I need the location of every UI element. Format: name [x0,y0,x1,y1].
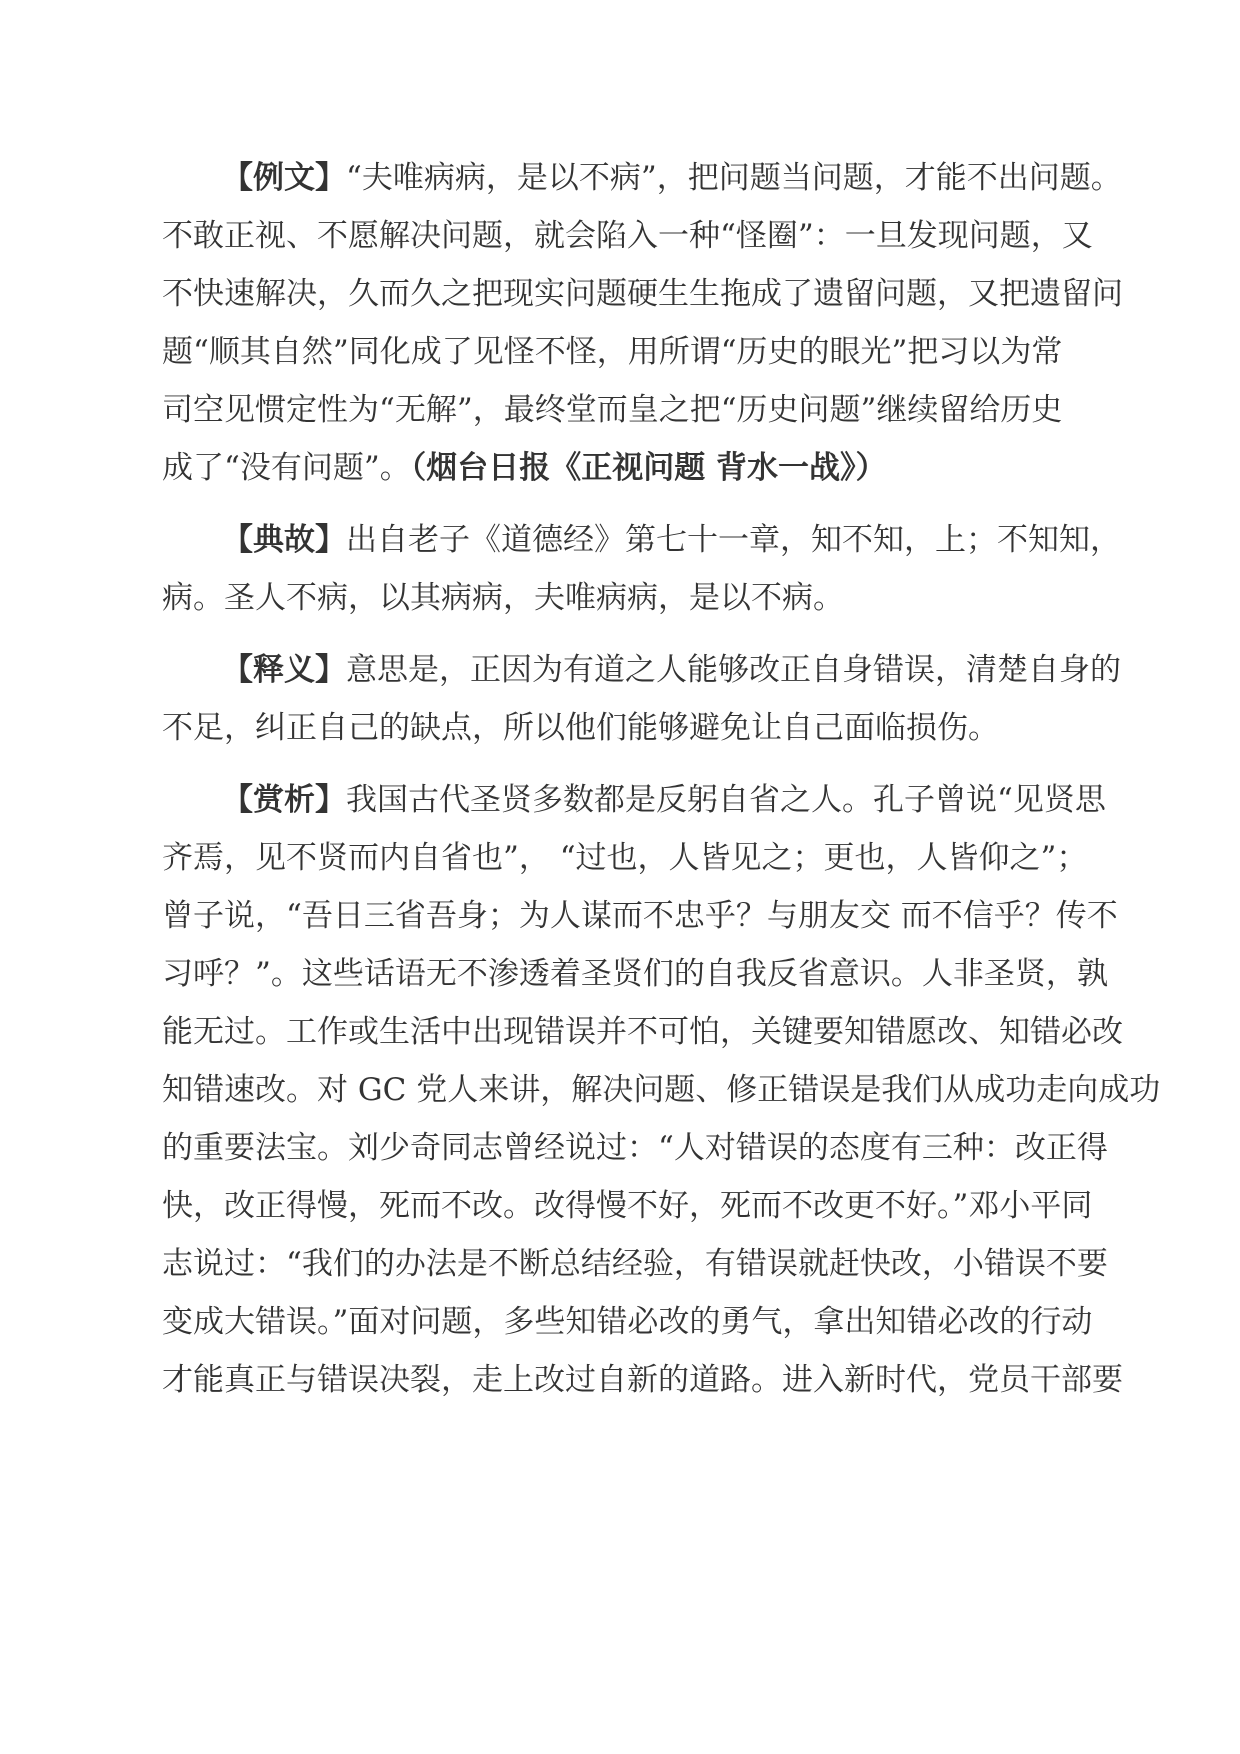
analysis-line: 曾子说，“吾日三省吾身；为人谋而不忠乎？与朋友交 而不信乎？传不 [162,898,1118,934]
analysis-line: 的重要法宝。刘少奇同志曾经说过：“人对错误的态度有三种：改正得 [162,1130,1108,1166]
meaning-line: 不足，纠正自己的缺点，所以他们能够避免让自己面临损伤。 [162,710,999,746]
analysis-line: 能无过。工作或生活中出现错误并不可怕，关键要知错愿改、知错必改 [162,1014,1123,1050]
analysis-line: 知错速改。对 GC 党人来讲，解决问题、修正错误是我们从成功走向成功 [162,1072,1161,1108]
allusion-line: 病。圣人不病，以其病病，夫唯病病，是以不病。 [162,580,844,616]
example-line: 不快速解决，久而久之把现实问题硬生生拖成了遗留问题，又把遗留问 [162,276,1123,312]
example-line: 不敢正视、不愿解决问题，就会陷入一种“怪圈”：一旦发现问题，又 [162,218,1093,254]
example-line: 题“顺其自然”同化成了见怪不怪，用所谓“历史的眼光”把习以为常 [162,334,1063,370]
analysis-line: 变成大错误。”面对问题，多些知错必改的勇气，拿出知错必改的行动 [162,1304,1093,1340]
analysis-line: 志说过：“我们的办法是不断总结经验，有错误就赶快改，小错误不要 [162,1246,1108,1282]
analysis-line: 齐焉，见不贤而内自省也”， “过也，人皆见之；更也，人皆仰之”； [162,840,1088,876]
meaning-first-line [222,650,1121,690]
example-text-start: “夫唯病病，是以不病”，把问题当问题，才能不出问题。 [346,160,1122,196]
example-first-line [222,158,1122,198]
meaning-text-start: 意思是，正因为有道之人能够改正自身错误，清楚自身的 [346,652,1121,688]
meaning-tag: 【释义】 [222,652,346,688]
analysis-line: 快，改正得慢，死而不改。改得慢不好，死而不改更不好。”邓小平同 [162,1188,1093,1224]
analysis-first-line [222,780,1106,820]
example-source: （烟台日报《正视问题 背水一战》） [410,450,887,486]
allusion-tag: 【典故】 [222,522,346,558]
example-tag: 【例文】 [222,160,346,196]
example-last-line [162,448,887,488]
allusion-text-start: 出自老子《道德经》第七十一章，知不知，上；不知知， [346,522,1121,558]
example-text-end: 成了“没有问题”。 [162,450,411,486]
analysis-text-start: 我国古代圣贤多数都是反躬自省之人。孔子曾说“见贤思 [346,782,1106,818]
analysis-line: 习呼？”。这些话语无不渗透着圣贤们的自我反省意识。人非圣贤，孰 [162,956,1108,992]
analysis-line: 才能真正与错误决裂，走上改过自新的道路。进入新时代，党员干部要 [162,1362,1123,1398]
allusion-first-line [222,520,1121,560]
analysis-tag: 【赏析】 [222,782,346,818]
example-line: 司空见惯定性为“无解”，最终堂而皇之把“历史问题”继续留给历史 [162,392,1063,428]
